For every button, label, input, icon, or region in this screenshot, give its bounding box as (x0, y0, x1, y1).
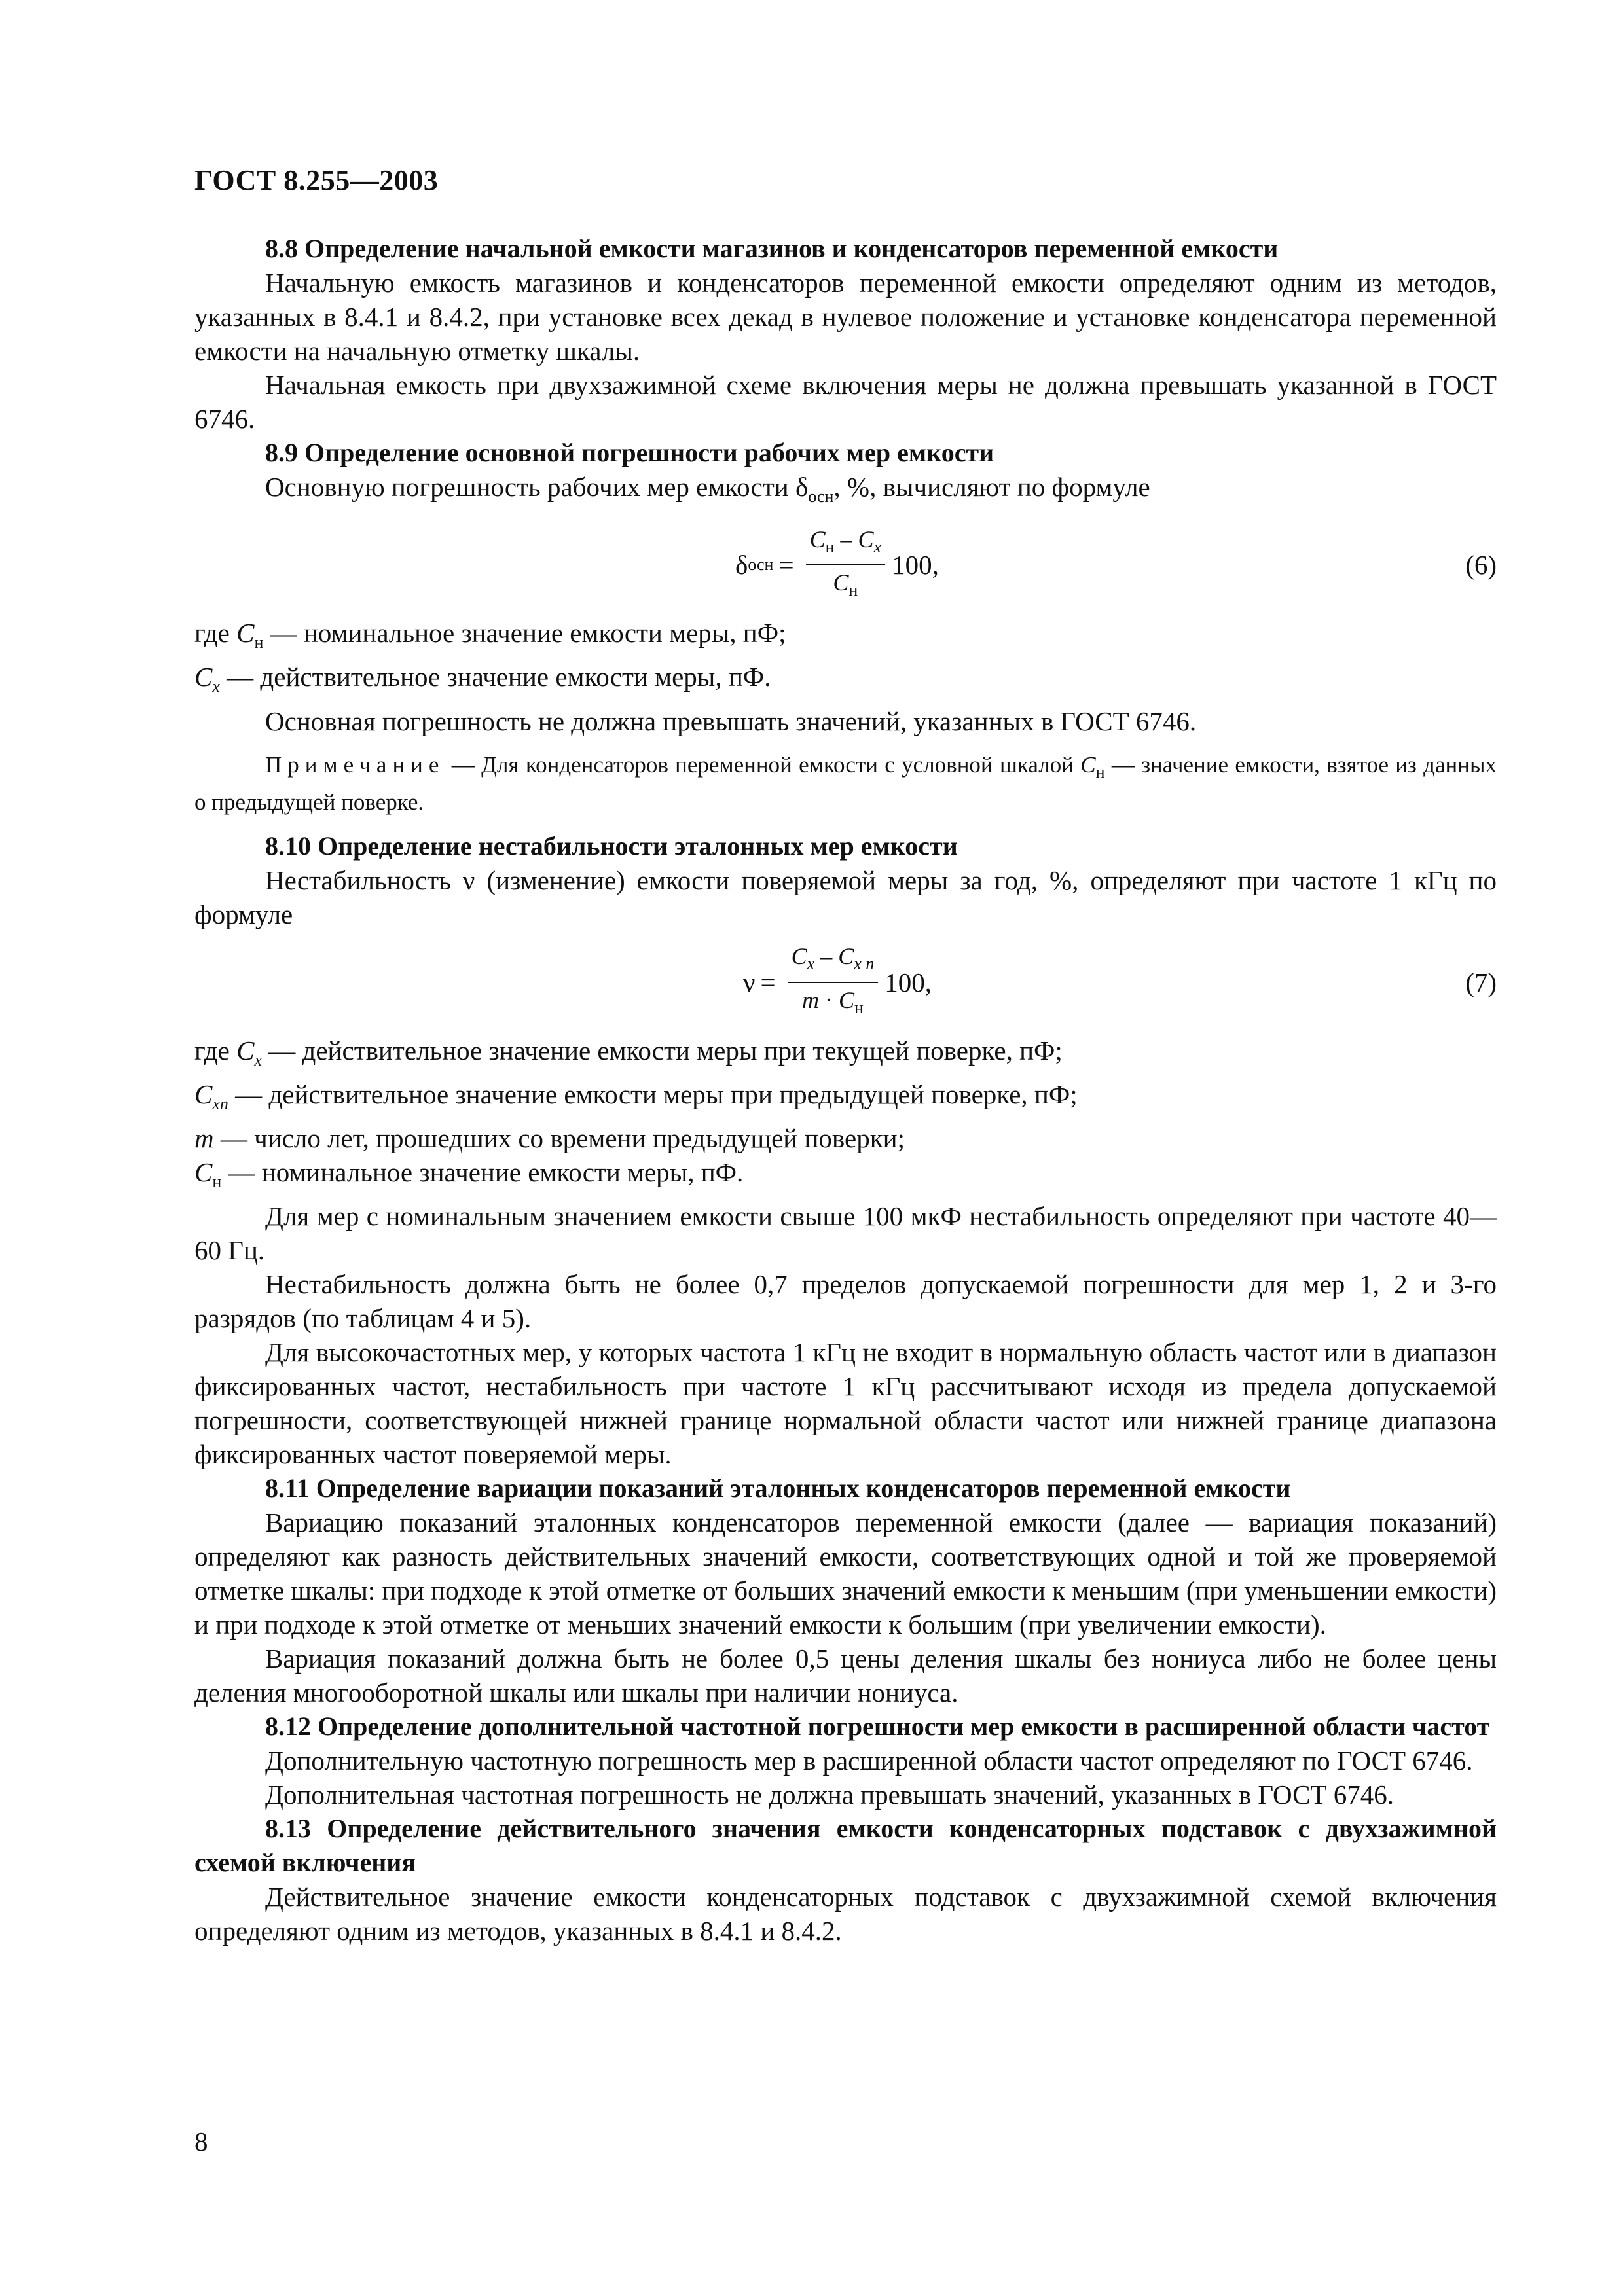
formula-7-number: (7) (1465, 967, 1497, 997)
section-8-9-note: Примечание — Для конденсаторов переменной емкости с условной шкалой $C_н$ — значение емкости, взятое из данных о предыдущей поверке. (194, 751, 1497, 815)
section-8-13-heading: 8.13 Определение действительного значения емкости конденсаторных подставок с двухзажимной схемой включения (194, 1814, 1497, 1878)
section-8-10-heading: 8.10 Определение нестабильности эталонных мер емкости (265, 831, 958, 861)
formula-6 (194, 514, 1497, 616)
section-8-10-where-1: где $C_x$ — действительное значение емкости меры при текущей поверке, пФ; (194, 1035, 1063, 1069)
formula-6-expression: δ осн = $\frac{C_н - C_x}{C_н}$ 100, (735, 514, 939, 616)
section-8-10-where-4: $C_н$ — номинальное значение емкости меры, пФ. (194, 1157, 744, 1192)
section-8-10-paragraph-1: Нестабильность ν (изменение) емкости поверяемой меры за год, %, определяют при частоте 1 кГц по формуле (194, 865, 1497, 929)
formula-7-expression: ν = $\frac{C_x - C_{x п}}{m \cdot C_н}$ 100, (743, 931, 932, 1033)
section-8-11-heading: 8.11 Определение вариации показаний эталонных конденсаторов переменной емкости (265, 1473, 1291, 1503)
page-number: 8 (194, 2126, 208, 2157)
section-8-9-where-1: где $C_н$ — номинальное значение емкости меры, пФ; (194, 618, 786, 653)
section-8-9-paragraph-2: Основная погрешность не должна превышать значений, указанных в ГОСТ 6746. (265, 706, 1197, 736)
section-8-10-where-2: $C_{xп}$ — действительное значение емкости меры при предыдущей поверке, пФ; (194, 1079, 1078, 1113)
section-8-10-paragraph-3: Нестабильность должна быть не более 0,7 пределов допускаемой погрешности для мер 1, 2 и 3-го разрядов (по таблицам 4 и 5). (194, 1269, 1497, 1334)
section-8-12-heading: 8.12 Определение дополнительной частотной погрешности мер емкости в расширенной области частот (265, 1712, 1490, 1742)
section-8-10-paragraph-2: Для мер с номинальным значением емкости свыше 100 мкФ нестабильность определяют при частоте 40—60 Гц. (194, 1201, 1497, 1266)
document-body (194, 232, 1497, 1948)
section-8-11-paragraph-2: Вариация показаний должна быть не более 0,5 цены деления шкалы без нониуса либо не более цены деления многооборотной шкалы или шкалы при наличии нониуса. (194, 1643, 1497, 1708)
section-8-8-heading: 8.8 Определение начальной емкости магазинов и конденсаторов переменной емкости (265, 234, 1279, 263)
section-8-10-where-3: m — число лет, прошедших со времени предыдущей поверки; (194, 1122, 905, 1153)
section-8-8-paragraph-2: Начальная емкость при двухзажимной схеме включения меры не должна превышать указанной в ГОСТ 6746. (194, 370, 1497, 434)
section-8-9-paragraph-1: Основную погрешность рабочих мер емкости $\delta_{осн}$, %, вычисляют по формуле (265, 472, 1150, 507)
section-8-9-where-2: $C_x$ — действительное значение емкости меры, пФ. (194, 662, 771, 696)
formula-6-number: (6) (1465, 550, 1497, 581)
section-8-12-paragraph-1: Дополнительную частотную погрешность мер в расширенной области частот определяют по ГОСТ 6746. (265, 1746, 1473, 1776)
section-8-12-paragraph-2: Дополнительная частотная погрешность не должна превышать значений, указанных в ГОСТ 6746. (265, 1780, 1395, 1810)
section-8-8-paragraph-1: Начальную емкость магазинов и конденсаторов переменной емкости определяют одним из методов, указанных в 8.4.1 и 8.4.2, при установке всех декад в нулевое положение и установке конденсатора переменной емкости на начальную отметку шкалы. (194, 268, 1497, 366)
formula-6-fraction: $\frac{C_н - C_x}{C_н}$ (806, 525, 886, 605)
formula-7-fraction: $\frac{C_x - C_{x п}}{m \cdot C_н}$ (788, 942, 879, 1022)
section-8-11-paragraph-1: Вариацию показаний эталонных конденсаторов переменной емкости (далее — вариация показаний) определяют как разность действительных значений емкости, соответствующих одной и той же проверяемой отметке шкалы: при подходе к этой отметке от больших значений емкости к меньшим (при уменьшении емкости) и при подходе к этой отметке от меньших значений емкости к большим (при увеличении емкости). (194, 1507, 1497, 1640)
document-header: ГОСТ 8.255—2003 (194, 164, 439, 196)
section-8-10-paragraph-4: Для высокочастотных мер, у которых частота 1 кГц не входит в нормальную область частот или в диапазон фиксированных частот, нестабильность при частоте 1 кГц рассчитывают исходя из предела допускаемой погрешности, соответствующей нижней границе нормальной области частот или нижней границе диапазона фиксированных частот поверяемой меры. (194, 1337, 1497, 1470)
section-8-9-heading: 8.9 Определение основной погрешности рабочих мер емкости (265, 438, 994, 467)
formula-7 (194, 931, 1497, 1033)
section-8-13-paragraph-1: Действительное значение емкости конденсаторных подставок с двухзажимной схемой включения определяют одним из методов, указанных в 8.4.1 и 8.4.2. (194, 1882, 1497, 1946)
